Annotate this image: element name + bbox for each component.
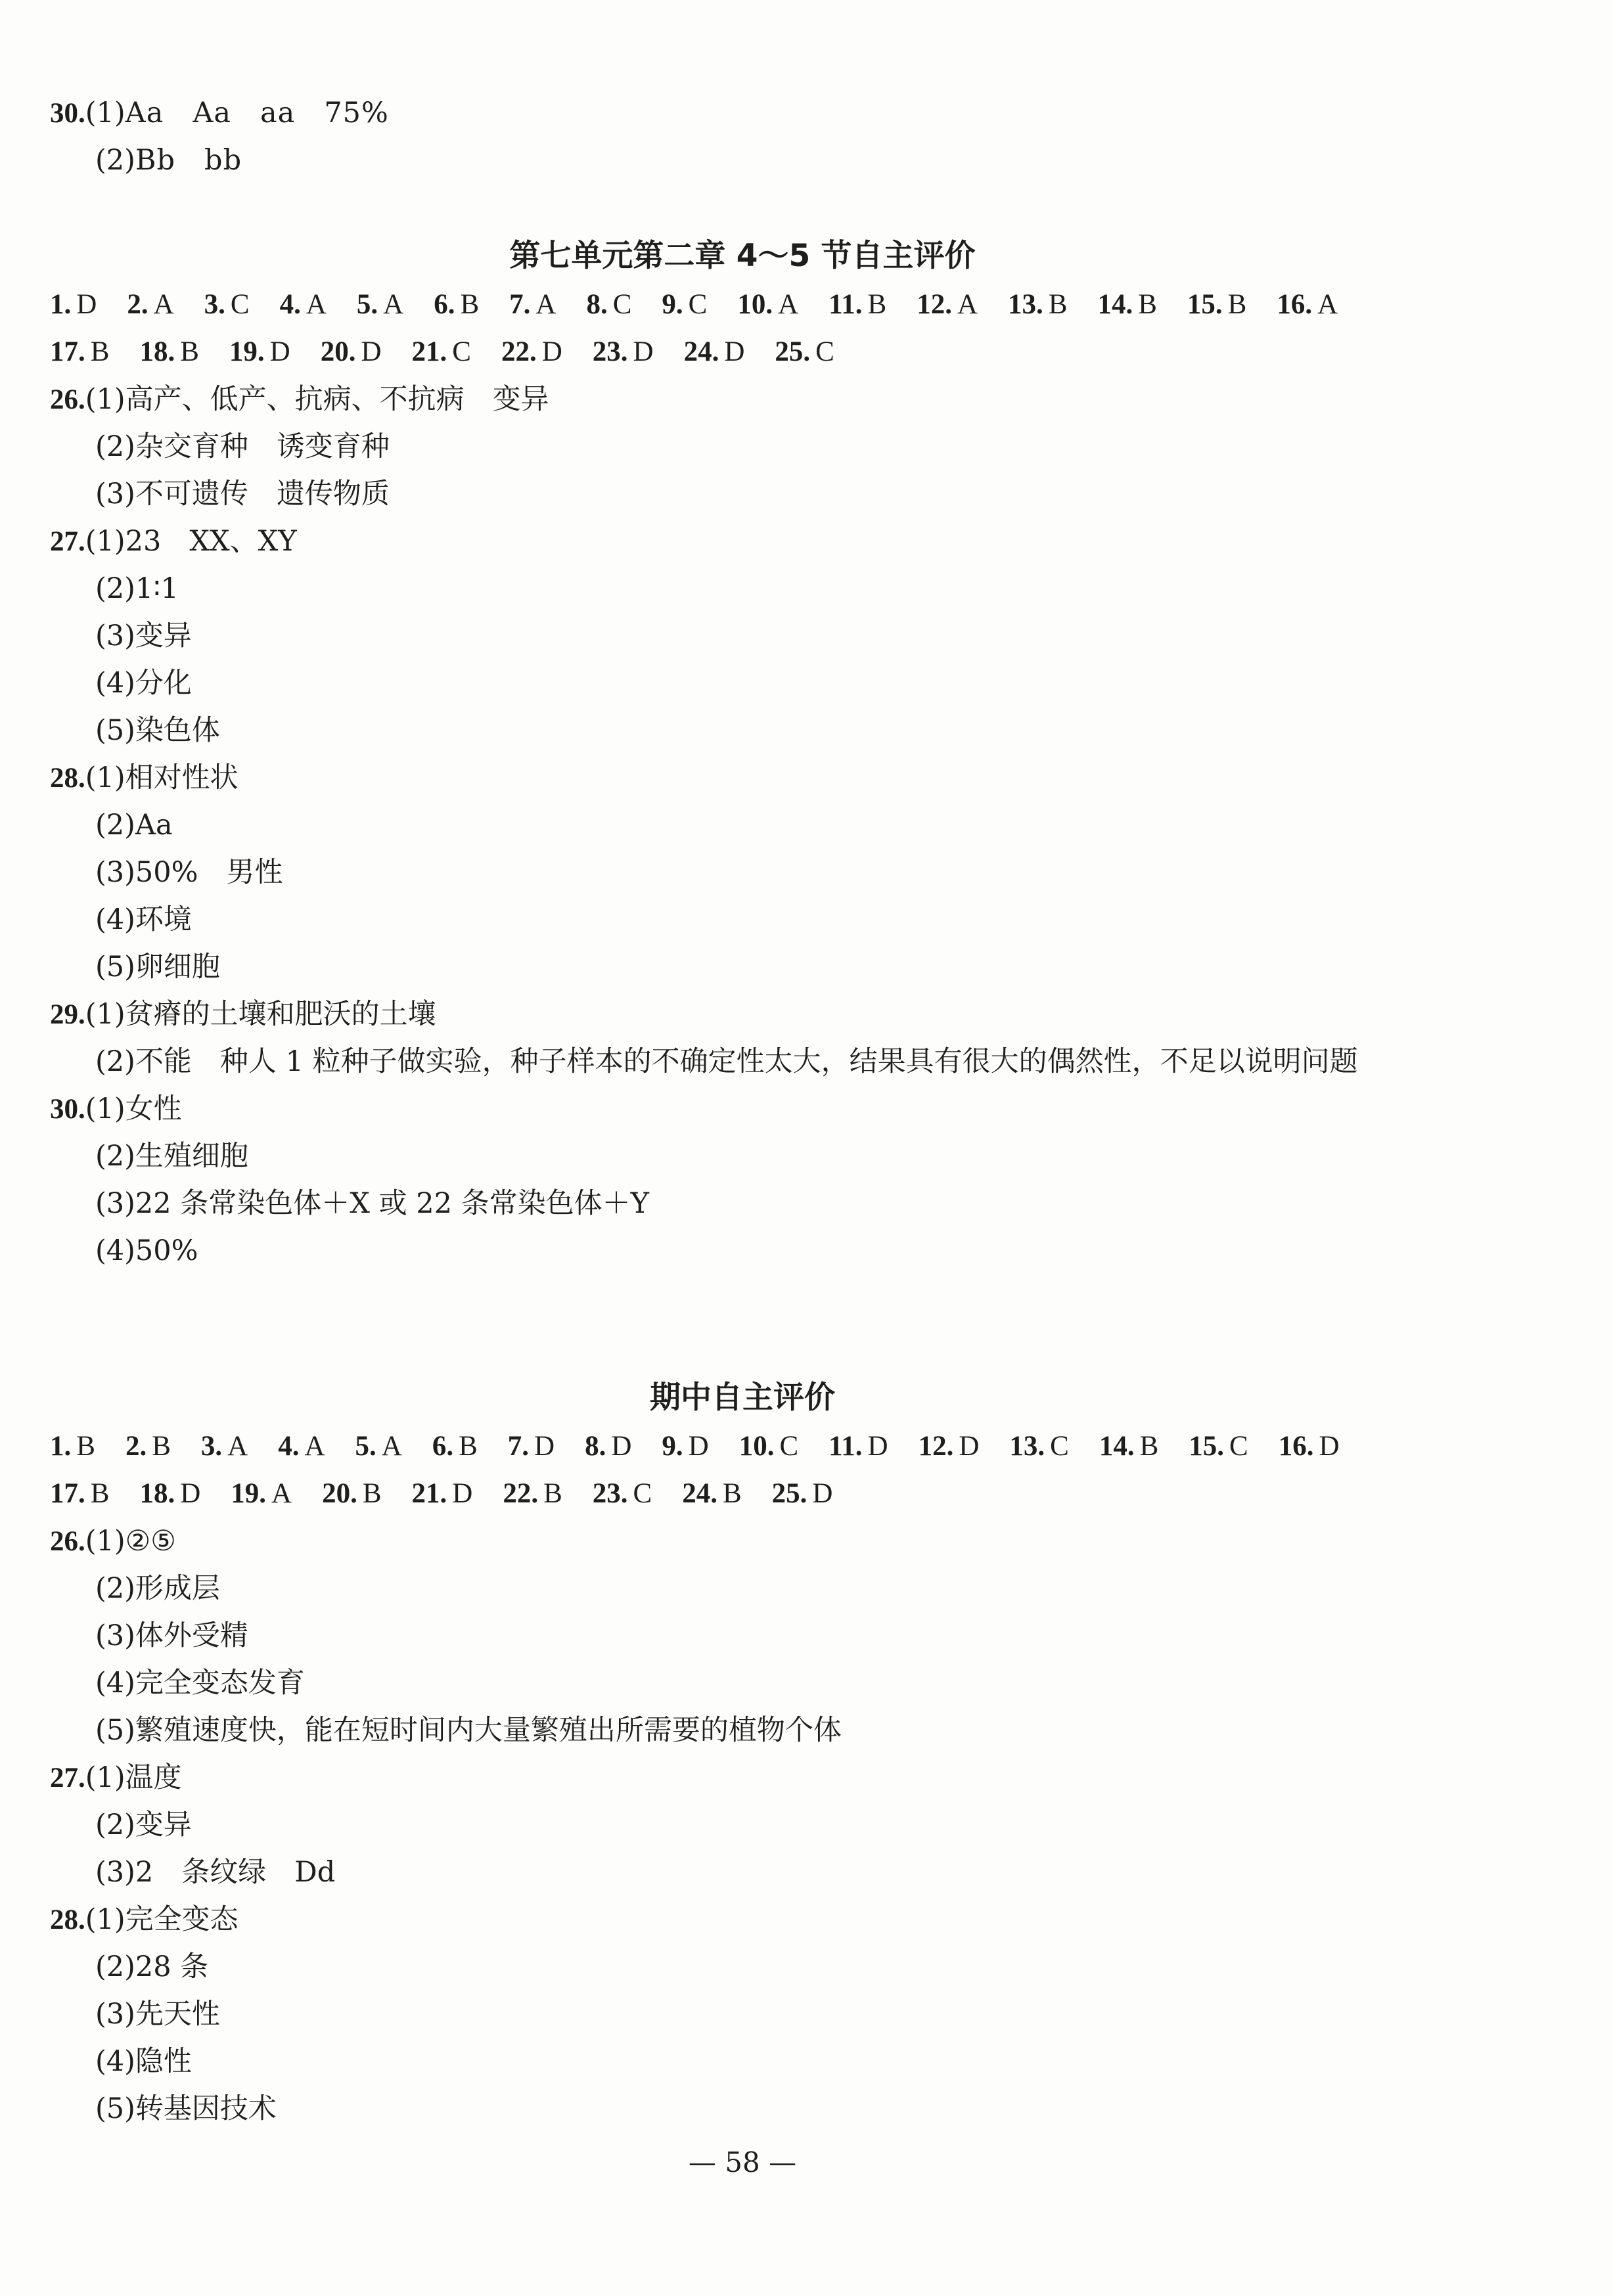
answer-line: (3)变异 bbox=[95, 619, 192, 652]
answer-letter: D bbox=[361, 336, 382, 367]
question-number: 1. bbox=[50, 1431, 72, 1462]
answer-text: (1)相对性状 bbox=[85, 761, 239, 794]
answer-line: (4)隐性 bbox=[95, 2045, 192, 2078]
answer-letter: C bbox=[230, 289, 250, 320]
answer-line bbox=[50, 376, 549, 423]
choice-answer bbox=[1189, 1423, 1248, 1470]
answer-letter: D bbox=[269, 336, 290, 367]
answer-letter: B bbox=[459, 1431, 478, 1462]
answer-line bbox=[50, 1896, 239, 1943]
answer-letter: D bbox=[724, 336, 745, 367]
choice-answer bbox=[586, 281, 631, 328]
question-number: 10. bbox=[737, 289, 773, 320]
question-number: 15. bbox=[1189, 1431, 1225, 1462]
choice-answer bbox=[509, 281, 556, 328]
page-number: — 58 — bbox=[688, 2146, 797, 2178]
answer-letter: C bbox=[1229, 1431, 1248, 1462]
answer-letter: B bbox=[867, 289, 887, 320]
choice-answer bbox=[919, 1423, 980, 1470]
answer-line: (2)不能 种人 1 粒种子做实验，种子样本的不确定性太大，结果具有很大的偶然性，不足以说明问题 bbox=[95, 1045, 1358, 1078]
answer-letter: A bbox=[271, 1478, 292, 1509]
question-number: 14. bbox=[1099, 1431, 1135, 1462]
question-number: 2. bbox=[127, 289, 148, 320]
question-number: 24. bbox=[682, 1478, 717, 1509]
answer-line: (4)50% bbox=[95, 1234, 198, 1267]
choice-answer bbox=[125, 1423, 171, 1470]
answer-line: (5)转基因技术 bbox=[95, 2092, 277, 2125]
answer-line bbox=[50, 1754, 182, 1801]
choice-answer bbox=[829, 1423, 888, 1470]
choice-answer bbox=[662, 1423, 708, 1470]
choice-answer bbox=[201, 1423, 248, 1470]
answer-part-tag: (2) bbox=[95, 144, 135, 177]
question-number: 8. bbox=[586, 289, 608, 320]
question-number: 9. bbox=[662, 1431, 683, 1462]
question-number: 21. bbox=[411, 1478, 447, 1509]
question-number: 8. bbox=[585, 1431, 606, 1462]
question-number: 28. bbox=[50, 763, 85, 794]
question-number: 25. bbox=[775, 336, 811, 367]
question-number: 11. bbox=[829, 289, 863, 320]
answer-letter: A bbox=[227, 1431, 248, 1462]
answer-line bbox=[50, 1518, 176, 1565]
question-number: 12. bbox=[917, 289, 952, 320]
question-number: 6. bbox=[432, 1431, 454, 1462]
question-number: 17. bbox=[50, 1478, 85, 1509]
question-number: 13. bbox=[1009, 1431, 1045, 1462]
answer-line bbox=[50, 518, 297, 565]
question-number: 11. bbox=[829, 1431, 863, 1462]
choice-answer bbox=[737, 281, 798, 328]
choice-answer bbox=[432, 1423, 478, 1470]
answer-letter: A bbox=[383, 289, 404, 320]
choice-answer bbox=[204, 281, 250, 328]
question-number: 3. bbox=[200, 1431, 223, 1462]
answer-letter: C bbox=[633, 1478, 652, 1509]
answer-line: (3)2 条纹绿 Dd bbox=[95, 1856, 336, 1889]
answer-letter: B bbox=[1048, 289, 1068, 320]
answer-letter: D bbox=[812, 1478, 833, 1509]
question-number: 6. bbox=[434, 289, 455, 320]
answer-text: (1)23 XX、XY bbox=[85, 525, 297, 558]
answer-letter: C bbox=[815, 336, 834, 367]
choice-answer bbox=[1277, 281, 1338, 328]
question-number: 5. bbox=[355, 1431, 376, 1462]
answer-text: Bb bb bbox=[135, 144, 242, 177]
answer-letter: A bbox=[778, 289, 799, 320]
choice-answer bbox=[278, 1423, 325, 1470]
answer-line: (3)不可遗传 遗传物质 bbox=[95, 478, 390, 510]
question-number: 20. bbox=[320, 336, 356, 367]
choice-answer bbox=[434, 281, 479, 328]
answer-line: (5)繁殖速度快，能在短时间内大量繁殖出所需要的植物个体 bbox=[95, 1714, 842, 1747]
answer-letter: D bbox=[180, 1478, 201, 1509]
question-number: 20. bbox=[322, 1478, 357, 1509]
answer-letter: D bbox=[534, 1431, 555, 1462]
answer-line: (2)形成层 bbox=[95, 1572, 220, 1605]
answer-letter: C bbox=[612, 289, 632, 320]
question-number: 18. bbox=[139, 336, 175, 367]
answer-letter: B bbox=[1139, 1431, 1159, 1462]
choice-answer bbox=[322, 1470, 381, 1518]
choice-answer bbox=[50, 1470, 109, 1518]
choice-answer bbox=[593, 328, 654, 376]
choice-answer bbox=[772, 1470, 833, 1518]
answer-letter: D bbox=[867, 1431, 888, 1462]
choice-answer bbox=[739, 1423, 798, 1470]
choice-answer bbox=[775, 328, 834, 376]
choice-answer bbox=[1187, 281, 1246, 328]
question-number: 22. bbox=[501, 336, 537, 367]
answer-letter: D bbox=[688, 1431, 709, 1462]
answer-line: (4)环境 bbox=[95, 903, 192, 936]
question-number: 27. bbox=[50, 526, 85, 557]
question-number: 13. bbox=[1008, 289, 1043, 320]
question-number: 3. bbox=[204, 289, 225, 320]
answer-line: (4)分化 bbox=[95, 667, 192, 700]
question-number: 9. bbox=[662, 289, 683, 320]
question-number: 21. bbox=[411, 336, 447, 367]
answer-line: (2)杂交育种 诱变育种 bbox=[95, 430, 390, 463]
answer-line: (3)50% 男性 bbox=[95, 856, 283, 889]
answer-letter: D bbox=[959, 1431, 980, 1462]
choice-answer bbox=[139, 1470, 200, 1518]
question-number: 28. bbox=[50, 1904, 85, 1935]
choice-answer bbox=[50, 281, 97, 328]
choice-answer-row bbox=[50, 328, 865, 376]
answer-text: (1)高产、低产、抗病、不抗病 变异 bbox=[85, 383, 549, 416]
choice-answer bbox=[1099, 1423, 1158, 1470]
answer-line bbox=[50, 991, 436, 1038]
answer-letter: C bbox=[452, 336, 471, 367]
answer-line bbox=[50, 754, 239, 801]
choice-answer bbox=[139, 328, 198, 376]
answer-letter: C bbox=[688, 289, 708, 320]
answer-letter: C bbox=[1050, 1431, 1069, 1462]
question-number: 12. bbox=[918, 1431, 954, 1462]
choice-answer-row bbox=[50, 281, 1368, 328]
answer-text: (1)贫瘠的土壤和肥沃的土壤 bbox=[85, 998, 436, 1031]
question-number: 2. bbox=[125, 1431, 147, 1462]
answer-line: (3)体外受精 bbox=[95, 1619, 248, 1652]
choice-answer bbox=[501, 328, 562, 376]
answer-line: (2)生殖细胞 bbox=[95, 1140, 248, 1173]
question-number: 26. bbox=[50, 1526, 85, 1557]
answer-part-tag: (1) bbox=[85, 97, 125, 129]
answer-text: (1)完全变态 bbox=[85, 1903, 239, 1936]
answer-letter: D bbox=[611, 1431, 632, 1462]
choice-answer bbox=[357, 281, 403, 328]
answer-line: (4)完全变态发育 bbox=[95, 1667, 305, 1699]
question-number: 4. bbox=[278, 1431, 300, 1462]
answer-line: (5)卵细胞 bbox=[95, 951, 220, 983]
answer-line: (5)染色体 bbox=[95, 714, 220, 747]
choice-answer bbox=[231, 1470, 292, 1518]
question-number: 16. bbox=[1277, 289, 1313, 320]
choice-answer bbox=[127, 281, 173, 328]
answer-line bbox=[50, 1085, 182, 1133]
section-title: 期中自主评价 bbox=[650, 1380, 835, 1416]
answer-letter: A bbox=[306, 289, 327, 320]
choice-answer bbox=[1097, 281, 1156, 328]
answer-letter: B bbox=[152, 1431, 171, 1462]
question-number: 10. bbox=[738, 1431, 775, 1462]
answer-line: (2)变异 bbox=[95, 1809, 192, 1841]
answer-letter: D bbox=[452, 1478, 473, 1509]
answer-letter: A bbox=[1317, 289, 1338, 320]
answer-letter: B bbox=[90, 1478, 110, 1509]
choice-answer bbox=[50, 328, 109, 376]
answer-line bbox=[95, 137, 242, 184]
question-number: 30. bbox=[50, 98, 85, 129]
question-number: 16. bbox=[1278, 1431, 1314, 1462]
choice-answer bbox=[412, 1470, 473, 1518]
answer-letter: D bbox=[1319, 1431, 1340, 1462]
question-number: 26. bbox=[50, 384, 85, 415]
answer-letter: A bbox=[957, 289, 978, 320]
question-number: 24. bbox=[683, 336, 719, 367]
question-number: 15. bbox=[1187, 289, 1223, 320]
section-title: 第七单元第二章 4～5 节自主评价 bbox=[509, 238, 976, 274]
question-number: 17. bbox=[50, 336, 85, 367]
choice-answer bbox=[829, 281, 886, 328]
answer-text: Aa Aa aa 75% bbox=[125, 97, 389, 129]
question-number: 30. bbox=[50, 1094, 85, 1125]
question-number: 14. bbox=[1097, 289, 1133, 320]
answer-line: (3)22 条常染色体＋X 或 22 条常染色体＋Y bbox=[95, 1187, 650, 1220]
answer-line bbox=[50, 89, 389, 137]
question-number: 5. bbox=[356, 289, 378, 320]
choice-answer bbox=[917, 281, 978, 328]
choice-answer bbox=[355, 1423, 402, 1470]
question-number: 7. bbox=[509, 289, 531, 320]
answer-letter: A bbox=[153, 289, 174, 320]
question-number: 29. bbox=[50, 999, 85, 1030]
choice-answer-row bbox=[50, 1470, 863, 1518]
choice-answer bbox=[585, 1423, 631, 1470]
answer-letter: D bbox=[633, 336, 654, 367]
answer-letter: A bbox=[535, 289, 557, 320]
choice-answer bbox=[280, 281, 327, 328]
answer-letter: B bbox=[722, 1478, 742, 1509]
question-number: 19. bbox=[229, 336, 265, 367]
choice-answer bbox=[1279, 1423, 1340, 1470]
answer-letter: D bbox=[76, 289, 97, 320]
question-number: 23. bbox=[592, 336, 628, 367]
answer-letter: B bbox=[180, 336, 199, 367]
answer-letter: B bbox=[90, 336, 110, 367]
answer-text: (1)②⑤ bbox=[85, 1525, 176, 1558]
choice-answer bbox=[503, 1470, 562, 1518]
answer-letter: B bbox=[76, 1431, 95, 1462]
choice-answer bbox=[50, 1423, 95, 1470]
answer-letter: A bbox=[304, 1431, 325, 1462]
answer-letter: C bbox=[779, 1431, 799, 1462]
choice-answer bbox=[1009, 1423, 1068, 1470]
answer-letter: D bbox=[541, 336, 562, 367]
answer-line: (2)1∶1 bbox=[95, 572, 179, 605]
answer-line: (2)28 条 bbox=[95, 1950, 209, 1983]
question-number: 23. bbox=[592, 1478, 628, 1509]
choice-answer bbox=[412, 328, 471, 376]
answer-letter: B bbox=[1227, 289, 1247, 320]
choice-answer bbox=[508, 1423, 555, 1470]
answer-letter: B bbox=[460, 289, 480, 320]
question-number: 19. bbox=[231, 1478, 266, 1509]
question-number: 27. bbox=[50, 1763, 85, 1793]
choice-answer-row bbox=[50, 1423, 1370, 1470]
answer-letter: B bbox=[1138, 289, 1157, 320]
answer-text: (1)女性 bbox=[85, 1092, 182, 1125]
question-number: 22. bbox=[503, 1478, 539, 1509]
question-number: 1. bbox=[50, 289, 72, 320]
answer-text: (1)温度 bbox=[85, 1761, 182, 1794]
choice-answer bbox=[321, 328, 382, 376]
choice-answer bbox=[684, 328, 745, 376]
question-number: 18. bbox=[139, 1478, 175, 1509]
answer-letter: A bbox=[381, 1431, 402, 1462]
answer-line: (2)Aa bbox=[95, 809, 173, 842]
choice-answer bbox=[1008, 281, 1067, 328]
question-number: 25. bbox=[771, 1478, 807, 1509]
answer-line: (3)先天性 bbox=[95, 1998, 220, 2031]
question-number: 4. bbox=[279, 289, 301, 320]
question-number: 7. bbox=[507, 1431, 529, 1462]
answer-letter: B bbox=[543, 1478, 562, 1509]
choice-answer bbox=[682, 1470, 741, 1518]
answer-letter: B bbox=[362, 1478, 382, 1509]
choice-answer bbox=[662, 281, 707, 328]
choice-answer bbox=[593, 1470, 652, 1518]
choice-answer bbox=[229, 328, 290, 376]
